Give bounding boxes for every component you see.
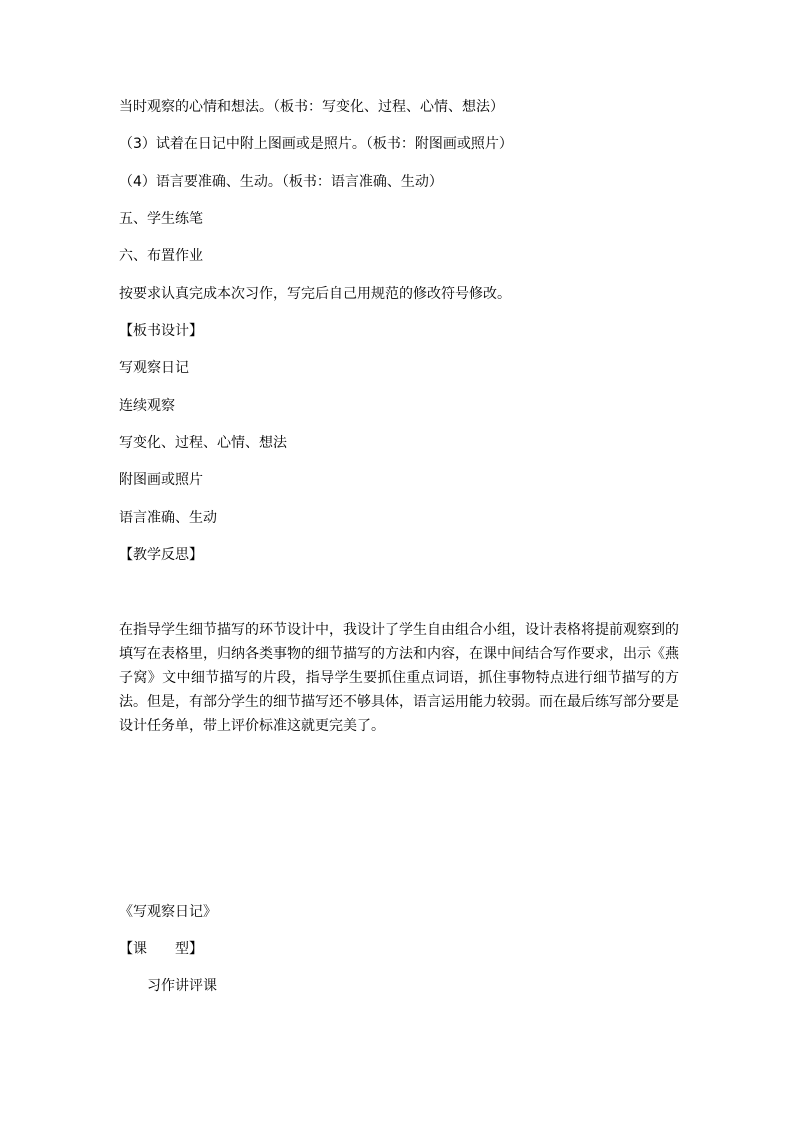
text-line-step-4: （4）语言要准确、生动。（板书：语言准确、生动）: [119, 174, 443, 190]
lesson-type-label: 【课 型】: [119, 941, 203, 957]
lesson-title: 《写观察日记》: [119, 904, 217, 920]
section-heading-practice: 五、学生练笔: [119, 211, 203, 227]
section-heading-reflection: 【教学反思】: [119, 547, 203, 563]
board-line-pictures: 附图画或照片: [119, 472, 203, 488]
text-line-summary: 当时观察的心情和想法。（板书：写变化、过程、心情、想法）: [119, 99, 504, 115]
board-line-title: 写观察日记: [119, 360, 189, 376]
text-line-step-3: （3）试着在日记中附上图画或是照片。（板书：附图画或照片）: [119, 136, 513, 152]
text-line-homework: 按要求认真完成本次习作，写完后自己用规范的修改符号修改。: [119, 286, 511, 302]
lesson-type-value: 习作讲评课: [147, 978, 217, 994]
board-line-language: 语言准确、生动: [119, 510, 217, 526]
board-line-changes: 写变化、过程、心情、想法: [119, 435, 287, 451]
board-line-observe: 连续观察: [119, 398, 175, 414]
reflection-paragraph: 在指导学生细节描写的环节设计中，我设计了学生自由组合小组，设计表格将提前观察到的填写在表格里，归纳各类事物的细节描写的方法和内容，在课中间结合写作要求，出示《燕子窝》文中细节描写的片段，指导学生要抓住重点词语，抓住事物特点进行细节描写的方法。但是，有部分学生的细节描写还不够具体，语言运用能力较弱。而在最后练写部分要是设计任务单，带上评价标准这就更完美了。: [119, 622, 679, 734]
section-heading-homework: 六、布置作业: [119, 248, 203, 264]
section-heading-board-design: 【板书设计】: [119, 323, 203, 339]
